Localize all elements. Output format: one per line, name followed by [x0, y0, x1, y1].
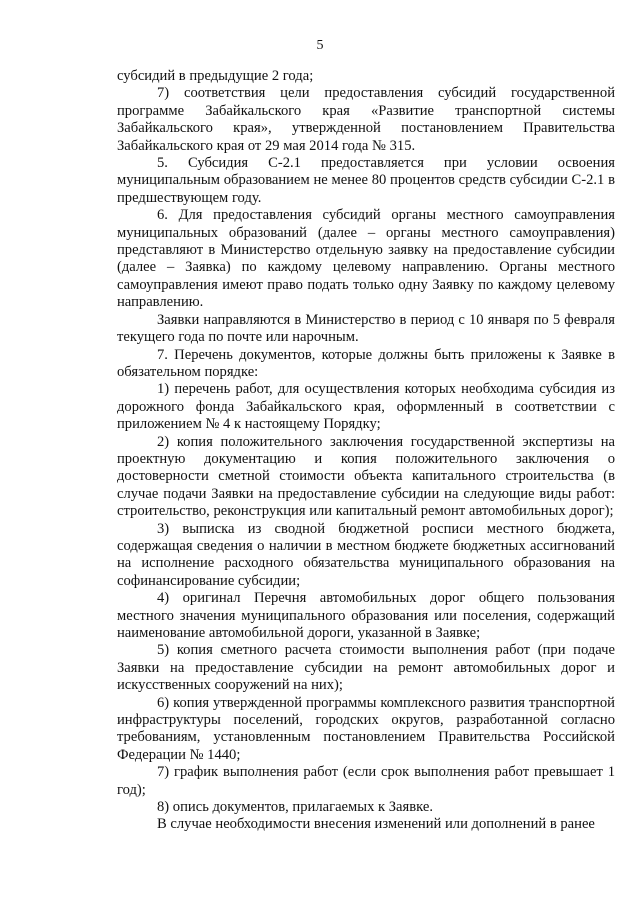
- paragraph-final: В случае необходимости внесения изменений или дополнений в ранее: [157, 816, 595, 833]
- list-item-4: 4) оригинал Перечня автомобильных дорог общего пользования местного значения муниципального образования или поселения, содержащий наименование автомобильной дороги, указанной в Заявке;: [117, 590, 615, 641]
- paragraph-clause-7: 7. Перечень документов, которые должны быть приложены к Заявке в обязательном порядке:: [117, 346, 615, 380]
- body-text: [117, 68, 615, 834]
- list-item-5: 5) копия сметного расчета стоимости выполнения работ (при подаче Заявки на предоставление субсидии на ремонт автомобильных дорог и искусственных сооружений на них);: [117, 642, 615, 694]
- list-item-2: 2) копия положительного заключения государственной экспертизы на проектную документацию и копия положительного заключения о достоверности сметной стоимости объекта капитального строительства (в случае подачи Заявки на предоставление субсидии на следующие виды работ: строительство, реконструкция или капитальный ремонт автомобильных дорог);: [117, 433, 615, 520]
- list-item-6: 6) копия утвержденной программы комплексного развития транспортной инфраструктуры поселений, городских округов, разработанной согласно требованиям, установленным постановлением Правительства Российской Федерации № 1440;: [117, 694, 615, 763]
- page-number: 5: [316, 38, 324, 53]
- paragraph-continuation: субсидий в предыдущие 2 года;: [117, 68, 314, 84]
- list-item-8: 8) опись документов, прилагаемых к Заявке.: [157, 799, 433, 816]
- list-item-1: 1) перечень работ, для осуществления которых необходима субсидия из дорожного фонда Забайкальского края, оформленный в соответствии с приложением № 4 к настоящему Порядку;: [117, 381, 615, 433]
- list-item-3: 3) выписка из сводной бюджетной росписи местного бюджета, содержащая сведения о наличии в местном бюджете бюджетных ассигнований на исполнение расходного обязательства муниципального образования на софинансирование субсидии;: [117, 520, 615, 589]
- list-item-7: 7) график выполнения работ (если срок выполнения работ превышает 1 год);: [117, 764, 615, 798]
- paragraph-clause-5: 5. Субсидия С-2.1 предоставляется при условии освоения муниципальным образованием не менее 80 процентов средств субсидии С-2.1 в предшествующем году.: [117, 155, 615, 206]
- paragraph-item-7-program-compliance: 7) соответствия цели предоставления субсидий государственной программе Забайкальского края «Развитие транспортной системы Забайкальского края», утвержденной постановлением Правительства Забайкальского края от 29 мая 2014 года № 315.: [117, 85, 615, 154]
- paragraph-clause-6: 6. Для предоставления субсидий органы местного самоуправления муниципальных образований (далее – органы местного самоуправления) представляют в Министерство отдельную заявку на предоставление субсидии (далее – Заявка) по каждому целевому направлению. Органы местного самоуправления имеют право подать только одну Заявку по каждому целевому направлению.: [117, 207, 615, 311]
- paragraph-application-period: Заявки направляются в Министерство в период с 10 января по 5 февраля текущего года по почте или нарочным.: [117, 311, 615, 346]
